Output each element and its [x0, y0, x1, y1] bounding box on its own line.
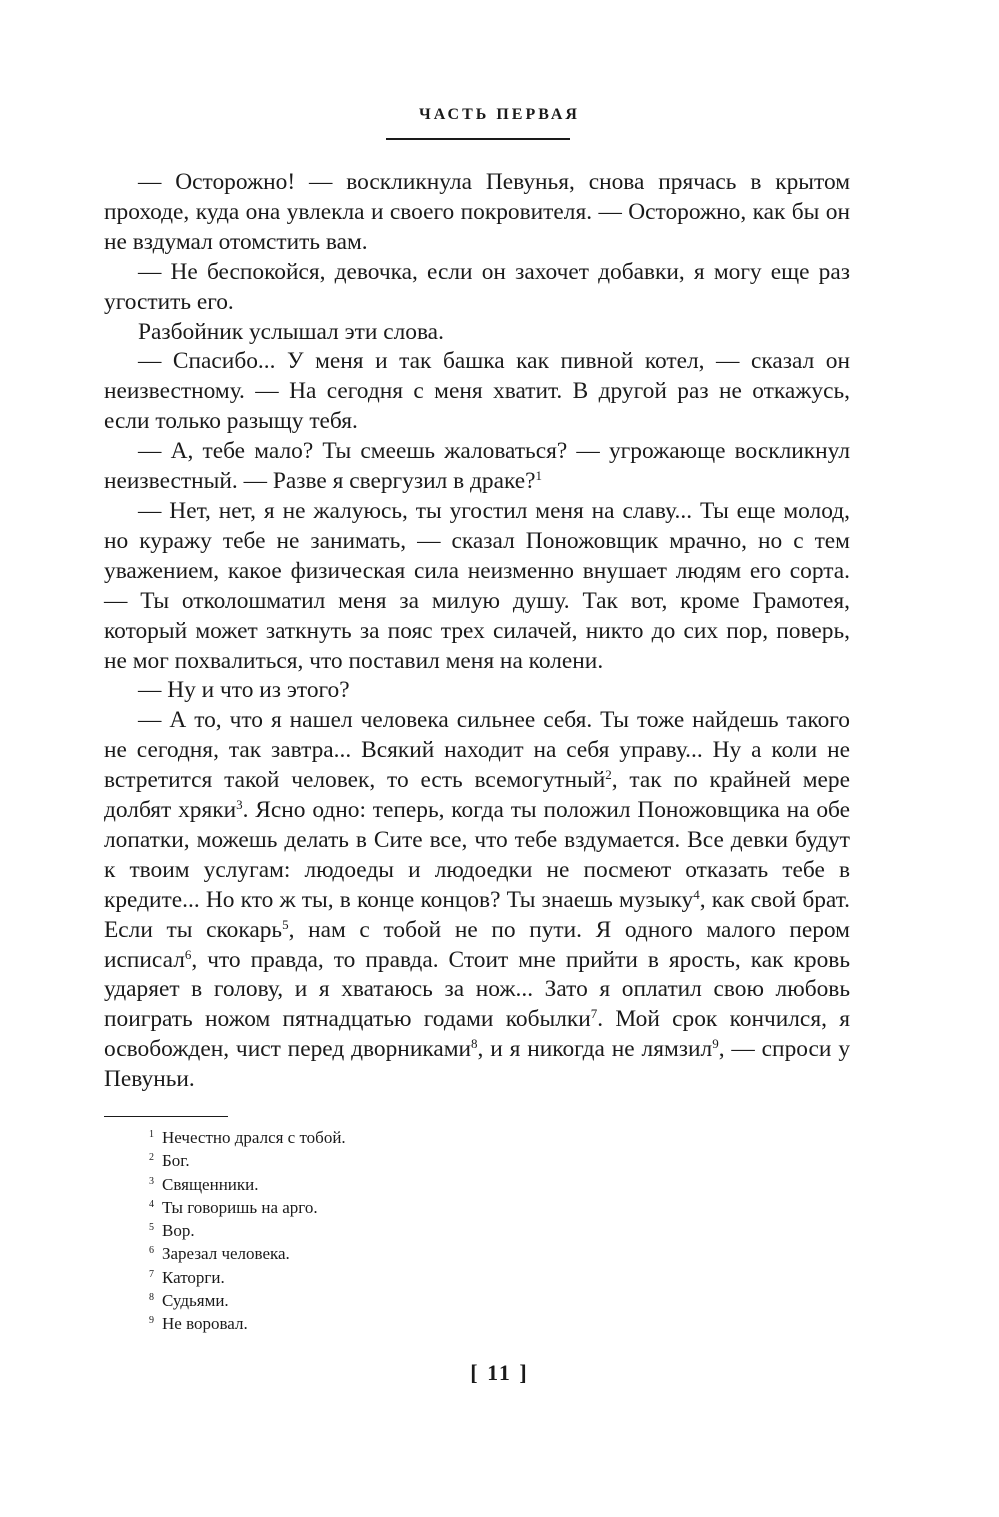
paragraph	[104, 258, 850, 318]
paragraph	[104, 347, 850, 437]
footnotes	[104, 1126, 804, 1336]
footnote-number: 6	[149, 1245, 154, 1257]
footnote-text: Вор.	[162, 1221, 195, 1241]
footnote	[104, 1266, 804, 1289]
footnote-number: 3	[149, 1175, 154, 1187]
paragraph-text: — Осторожно! — воскликнула Певунья, снова прячась в крытом проходе, куда она увлекла и своего покровителя. — Осторожно, как бы он не вздумал отомстить вам.	[104, 169, 850, 255]
paragraph-text: . Ясно одно: теперь, когда ты положил Поножовщика на обе лопатки, можешь делать в Сите все, что тебе вздумается. Все девки будут к твоим услугам: людоеды и людоедки не посмеют отказать тебе в кредите... Но кто ж ты, в конце концов? Ты знаешь музыку	[104, 797, 851, 913]
paragraph	[104, 318, 850, 348]
footnote-ref: 8	[471, 1036, 478, 1052]
footnote-number: 9	[149, 1315, 154, 1327]
footnote	[104, 1242, 804, 1265]
footnote-ref: 5	[282, 916, 289, 932]
paragraph-text: — Ну и что из этого?	[138, 677, 350, 704]
footnote-ref: 7	[590, 1006, 598, 1022]
paragraph-text: , нам с тобой не по пути. Я одного малого пером иcписал	[104, 916, 850, 973]
paragraph-text: , — спроси у Певуньи.	[104, 1036, 851, 1093]
paragraph-text: — А то, что я нашел человека сильнее себя. Ты тоже найдешь такого не сегодня, так завтра... Всякий находит на себя управу... Ну а коли не встретится такой человек, то есть всемогутный	[104, 707, 850, 794]
footnote	[104, 1173, 804, 1196]
paragraph-text: — Не беспокойся, девочка, если он захочет добавки, я могу еще раз угостить его.	[104, 258, 850, 315]
footnote-ref: 3	[236, 797, 243, 813]
footnote-number: 8	[149, 1292, 154, 1304]
footnote	[104, 1149, 804, 1172]
paragraph-text: , что правда, то правда. Стоит мне прийти в ярость, как кровь ударяет в голову, и я хватаюсь за нож... Зато я оплатил свою любовь поиграть ножом пятнадцатью годами кобылки	[104, 946, 850, 1033]
paragraph	[104, 168, 850, 258]
footnote-number: 4	[149, 1198, 154, 1210]
footnote	[104, 1289, 804, 1312]
paragraph-text: Разбойник услышал эти слова.	[138, 318, 444, 345]
footnote-text: Бог.	[162, 1151, 190, 1171]
main-text	[104, 168, 850, 1095]
footnote	[104, 1126, 804, 1149]
footnote-text: Нечестно дрался с тобой.	[162, 1128, 346, 1147]
page-number: [ 11 ]	[470, 1360, 529, 1385]
paragraph-text: — Нет, нет, я не жалуюсь, ты угостил меня на славу... Ты еще молод, но куражу тебе не занимать, — сказал Поножовщик мрачно, но с тем уважением, какое физическая сила неизменно внушает людям его сорта. — Ты отколошматил меня за милую душу. Так вот, кроме Грамотея, который может заткнуть за пояс трех силачей, никто до сих пор, поверь, не мог похвалиться, что поставил меня на колени.	[104, 497, 850, 674]
paragraph	[104, 497, 850, 676]
footnote-text: Не воровал.	[162, 1314, 248, 1334]
footnote-number: 1	[149, 1129, 154, 1140]
footnote-number: 5	[149, 1222, 154, 1234]
paragraph-text: — А, тебе мало? Ты смеешь жаловаться? — угрожающе воскликнул неизвестный. — Разве я свергузил в драке?	[104, 438, 850, 495]
paragraph-text: . Мой срок кончился, я освобожден, чист перед дворниками	[104, 1006, 850, 1063]
footnote-separator	[104, 1116, 228, 1117]
paragraph	[104, 676, 850, 706]
footnote-text: Зарезал человека.	[162, 1244, 290, 1264]
footnote-number: 2	[149, 1152, 154, 1164]
footnote	[104, 1196, 804, 1219]
footnote-ref: 1	[535, 468, 543, 484]
paragraph-text: , как свой брат. Если ты скокарь	[104, 886, 851, 943]
header-rule	[386, 138, 570, 140]
paragraph-text: , и я никогда не лямзил	[477, 1036, 713, 1063]
paragraph-text: — Спасибо... У меня и так башка как пивной котел, — сказал он неизвестному. — На сегодня с меня хватит. В другой раз не откажусь, если только разыщу тебя.	[104, 348, 850, 435]
footnote-ref: 6	[184, 946, 192, 962]
footnote-ref: 2	[605, 767, 612, 783]
footnote-text: Священники.	[162, 1174, 259, 1194]
paragraph-text: , так по крайней мере долбят хряки	[104, 767, 851, 824]
running-header: ЧАСТЬ ПЕРВАЯ	[419, 106, 580, 123]
paragraph	[104, 706, 850, 1095]
footnote-text: Судьями.	[162, 1291, 229, 1311]
footnote	[104, 1312, 804, 1335]
footnote-ref: 9	[712, 1036, 719, 1052]
footnote-text: Каторги.	[162, 1267, 225, 1287]
paragraph	[104, 437, 850, 497]
footnote-text: Ты говоришь на арго.	[162, 1197, 318, 1217]
footnote-ref: 4	[693, 886, 700, 902]
footnote	[104, 1219, 804, 1242]
footnote-number: 7	[149, 1268, 154, 1280]
